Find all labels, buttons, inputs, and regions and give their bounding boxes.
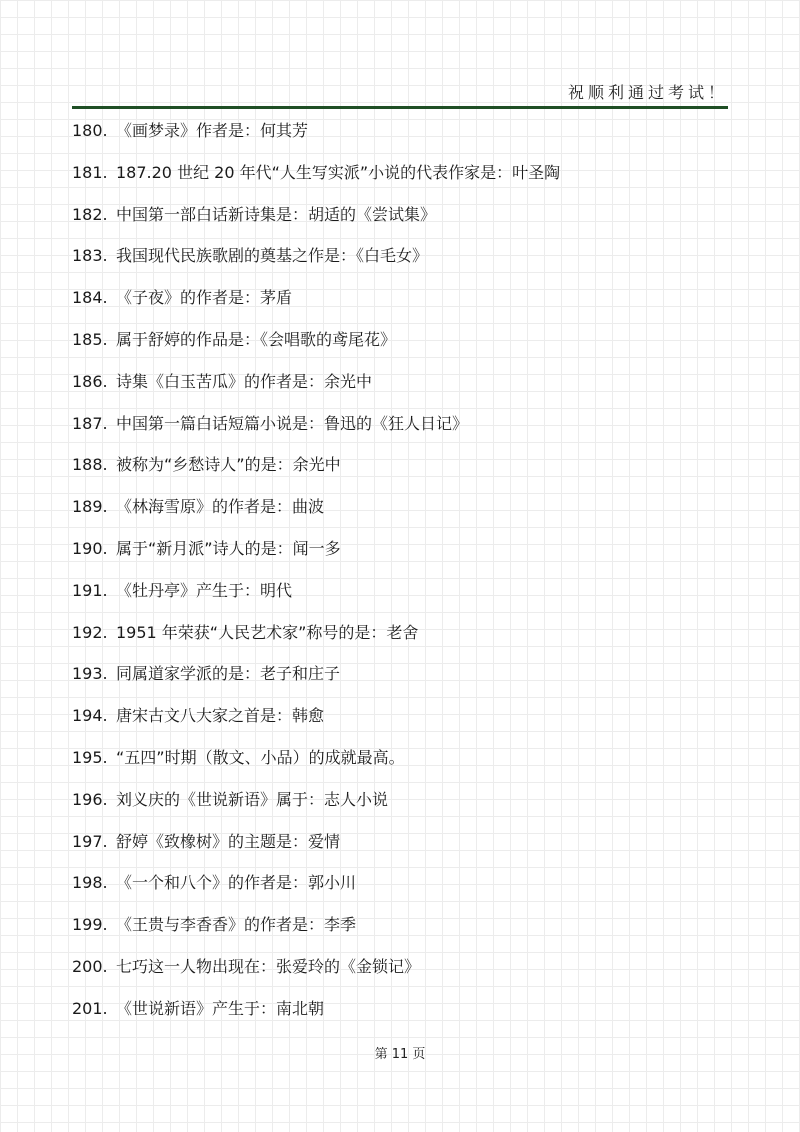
item-number: 182. — [72, 204, 108, 224]
item-text: 中国第一部白话新诗集是：胡适的《尝试集》 — [116, 204, 437, 224]
list-item — [72, 493, 728, 535]
item-number: 196. — [72, 789, 108, 809]
item-text: 诗集《白玉苦瓜》的作者是：余光中 — [116, 371, 373, 391]
item-text: 七巧这一人物出现在：张爱玲的《金锁记》 — [116, 956, 421, 976]
list-item — [72, 828, 728, 870]
list-item — [72, 786, 728, 828]
item-number: 194. — [72, 706, 108, 726]
page-header — [72, 78, 728, 104]
header-divider — [72, 106, 728, 109]
list-item — [72, 284, 728, 326]
list-item — [72, 744, 728, 786]
item-number: 190. — [72, 538, 108, 558]
item-number: 200. — [72, 956, 108, 976]
item-text: 唐宋古文八大家之首是：韩愈 — [116, 706, 325, 726]
item-number: 193. — [72, 664, 108, 684]
item-text: 我国现代民族歌剧的奠基之作是：《白毛女》 — [116, 246, 429, 266]
item-number: 184. — [72, 288, 108, 308]
item-text: 《一个和八个》的作者是：郭小川 — [116, 873, 357, 893]
item-text: 中国第一篇白话短篇小说是：鲁迅的《狂人日记》 — [116, 413, 469, 433]
list-item — [72, 660, 728, 702]
item-number: 181. — [72, 162, 108, 182]
item-number: 201. — [72, 998, 108, 1018]
item-text: 187.20 世纪 20 年代“人生写实派”小说的代表作家是：叶圣陶 — [116, 162, 561, 182]
item-text: 舒婷《致橡树》的主题是：爱情 — [116, 831, 341, 851]
list-item — [72, 117, 728, 159]
list-item — [72, 451, 728, 493]
list-item — [72, 577, 728, 619]
list-item — [72, 201, 728, 243]
item-number: 187. — [72, 413, 108, 433]
list-item — [72, 159, 728, 201]
item-text: “五四”时期（散文、小品）的成就最高。 — [116, 747, 405, 767]
list-item — [72, 911, 728, 953]
item-text: 1951 年荣获“人民艺术家”称号的是：老舍 — [116, 622, 419, 642]
item-number: 183. — [72, 246, 108, 266]
item-text: 同属道家学派的是：老子和庄子 — [116, 664, 341, 684]
item-number: 197. — [72, 831, 108, 851]
list-item — [72, 702, 728, 744]
item-text: 被称为“乡愁诗人”的是：余光中 — [116, 455, 341, 475]
item-number: 199. — [72, 915, 108, 935]
item-number: 191. — [72, 580, 108, 600]
list-item — [72, 326, 728, 368]
list-item — [72, 242, 728, 284]
list-item — [72, 869, 728, 911]
item-text: 《子夜》的作者是：茅盾 — [116, 288, 293, 308]
list-item — [72, 368, 728, 410]
item-text: 刘义庆的《世说新语》属于：志人小说 — [116, 789, 389, 809]
item-text: 属于舒婷的作品是：《会唱歌的鸢尾花》 — [116, 329, 397, 349]
list-item — [72, 953, 728, 995]
item-text: 《王贵与李香香》的作者是：李季 — [116, 915, 357, 935]
item-number: 198. — [72, 873, 108, 893]
list-item — [72, 535, 728, 577]
item-number: 192. — [72, 622, 108, 642]
item-number: 188. — [72, 455, 108, 475]
item-text: 《林海雪原》的作者是：曲波 — [116, 497, 325, 517]
list-item — [72, 619, 728, 661]
page-number: 第 11 页 — [374, 1047, 426, 1062]
item-number: 180. — [72, 121, 108, 140]
header-slogan: 祝顺利通过考试！ — [567, 83, 728, 102]
item-text: 《画梦录》作者是：何其芳 — [116, 121, 309, 140]
question-list — [72, 117, 728, 1037]
item-text: 《世说新语》产生于：南北朝 — [116, 998, 325, 1018]
item-number: 195. — [72, 747, 108, 767]
list-item — [72, 995, 728, 1037]
item-number: 186. — [72, 371, 108, 391]
item-text: 《牡丹亭》产生于：明代 — [116, 580, 293, 600]
item-number: 185. — [72, 329, 108, 349]
list-item — [72, 410, 728, 452]
item-text: 属于“新月派”诗人的是：闻一多 — [116, 538, 341, 558]
item-number: 189. — [72, 497, 108, 517]
